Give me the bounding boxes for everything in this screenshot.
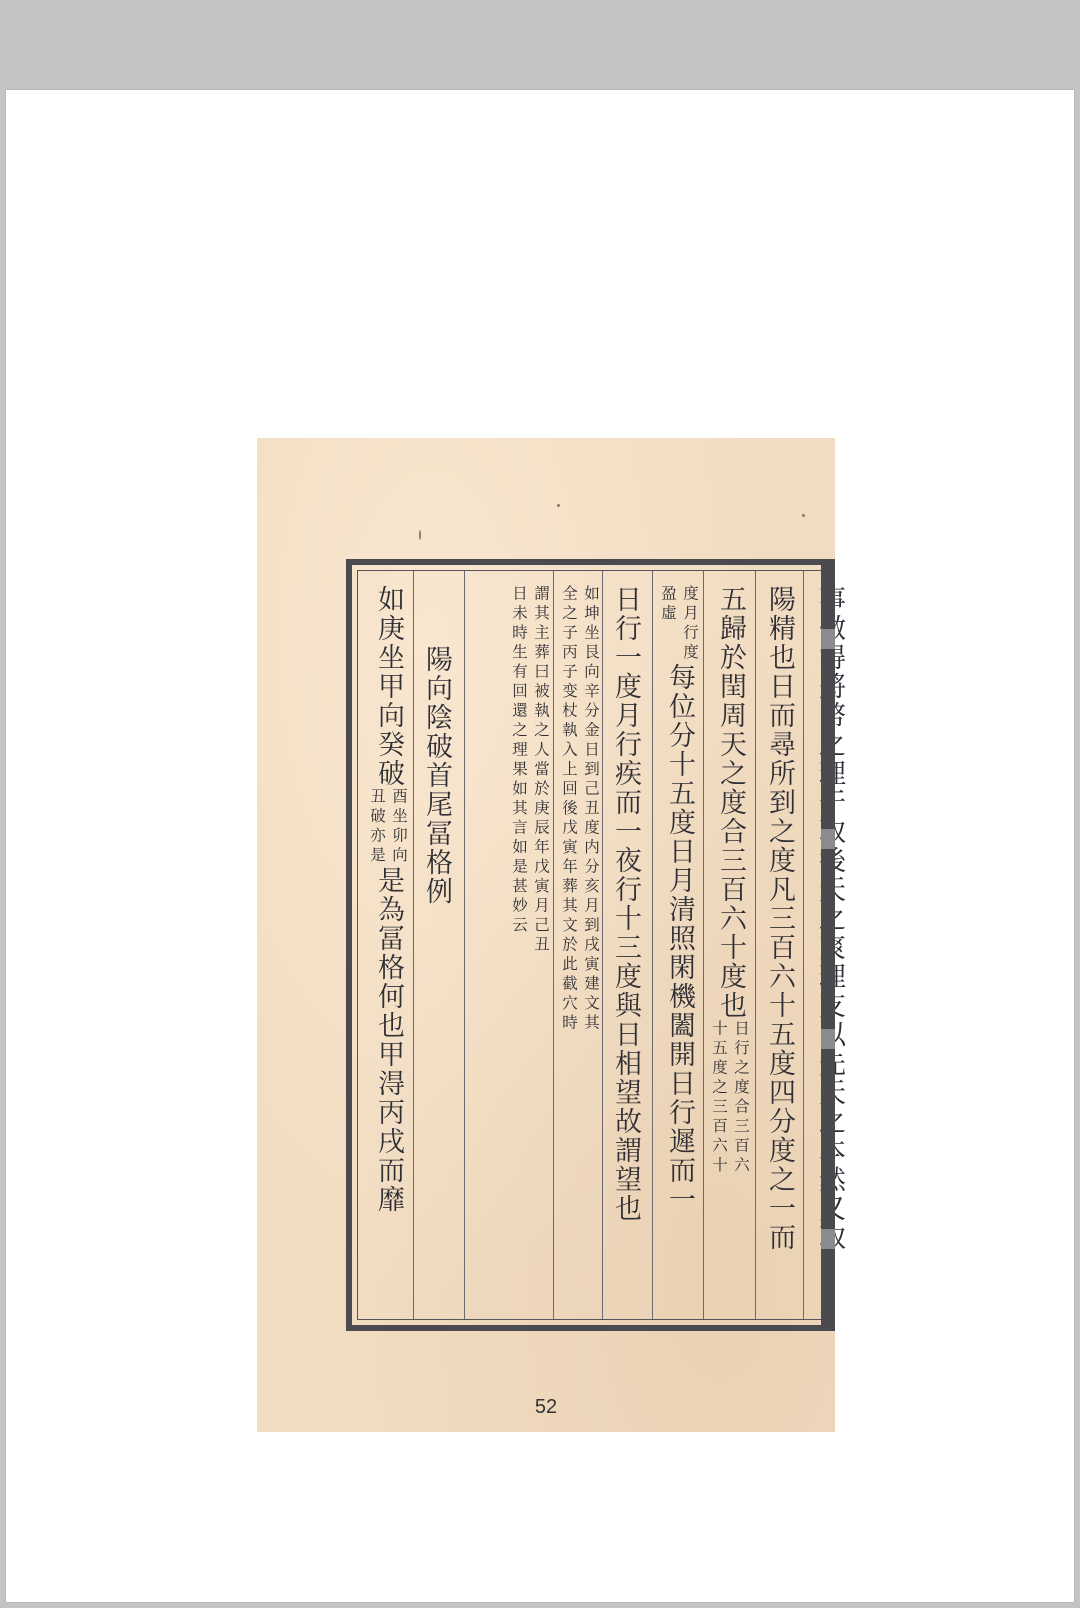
text-frame-inner [357,570,835,1320]
paper-speck [557,504,560,507]
section-heading: 陽向陰破首尾冨格例 [421,645,452,906]
paper-speck [802,514,805,517]
text-column-2: 陽精也日而尋所到之度凡三百六十五度四分度之一而 [764,585,795,1252]
column-rule [413,571,414,1319]
text-column-3 [712,585,748,1176]
column-rule [464,571,465,1319]
column-rule [652,571,653,1319]
text-column-11-bottom: 是為冨格何也甲淂丙戌而靡 [373,866,404,1214]
text-column-11-top: 如庚坐甲向癸破 [373,585,404,788]
annotation-right: 日行之度合三百六 [732,1020,750,1176]
annotation-pair [368,788,408,866]
column-rule [602,571,603,1319]
column-rule [803,571,804,1319]
column-rule [755,571,756,1319]
text-column-5: 日行一度月行疾而一夜行十三度與日相望故謂望也 [610,585,641,1223]
text-frame-border [346,559,835,1331]
paper-speck [419,530,421,540]
commentary-column-2: 全之子丙子变杖執入上回後戊寅年葬其文於此截穴時 [560,585,578,1034]
column-rule [553,571,554,1319]
text-column-3-main: 五歸於閏周天之度合三百六十度也 [715,585,746,1020]
annotation-right: 酉坐卯向 [390,788,408,866]
annotation-pair [659,585,699,663]
text-column-4 [661,585,697,1214]
page-number: 52 [534,1396,558,1418]
commentary-column-3: 謂其主葬曰被執之人當於庚辰年戊寅月己丑 [532,585,550,956]
annotation-left: 盈虛 [659,585,677,624]
column-rule [703,571,704,1319]
text-column-11 [370,585,406,1214]
text-column-4-main: 每位分十五度日月清照閑機闔開日行遲而一 [664,663,695,1214]
annotation-right: 度月行度 [681,585,699,663]
commentary-column-1: 如坤坐艮向辛分金日到己丑度内分亥月到戌寅建文其 [582,585,600,1034]
viewer-frame [6,90,1074,1602]
annotation-left: 丑破亦是 [368,788,386,866]
commentary-column-4: 日未時生有回還之理果如其言如是甚妙云 [510,585,528,936]
annotation-pair [710,1020,750,1176]
annotation-left: 十五度之三百六十 [710,1020,728,1176]
binding-edge [821,559,835,1331]
scanned-page [257,438,835,1432]
